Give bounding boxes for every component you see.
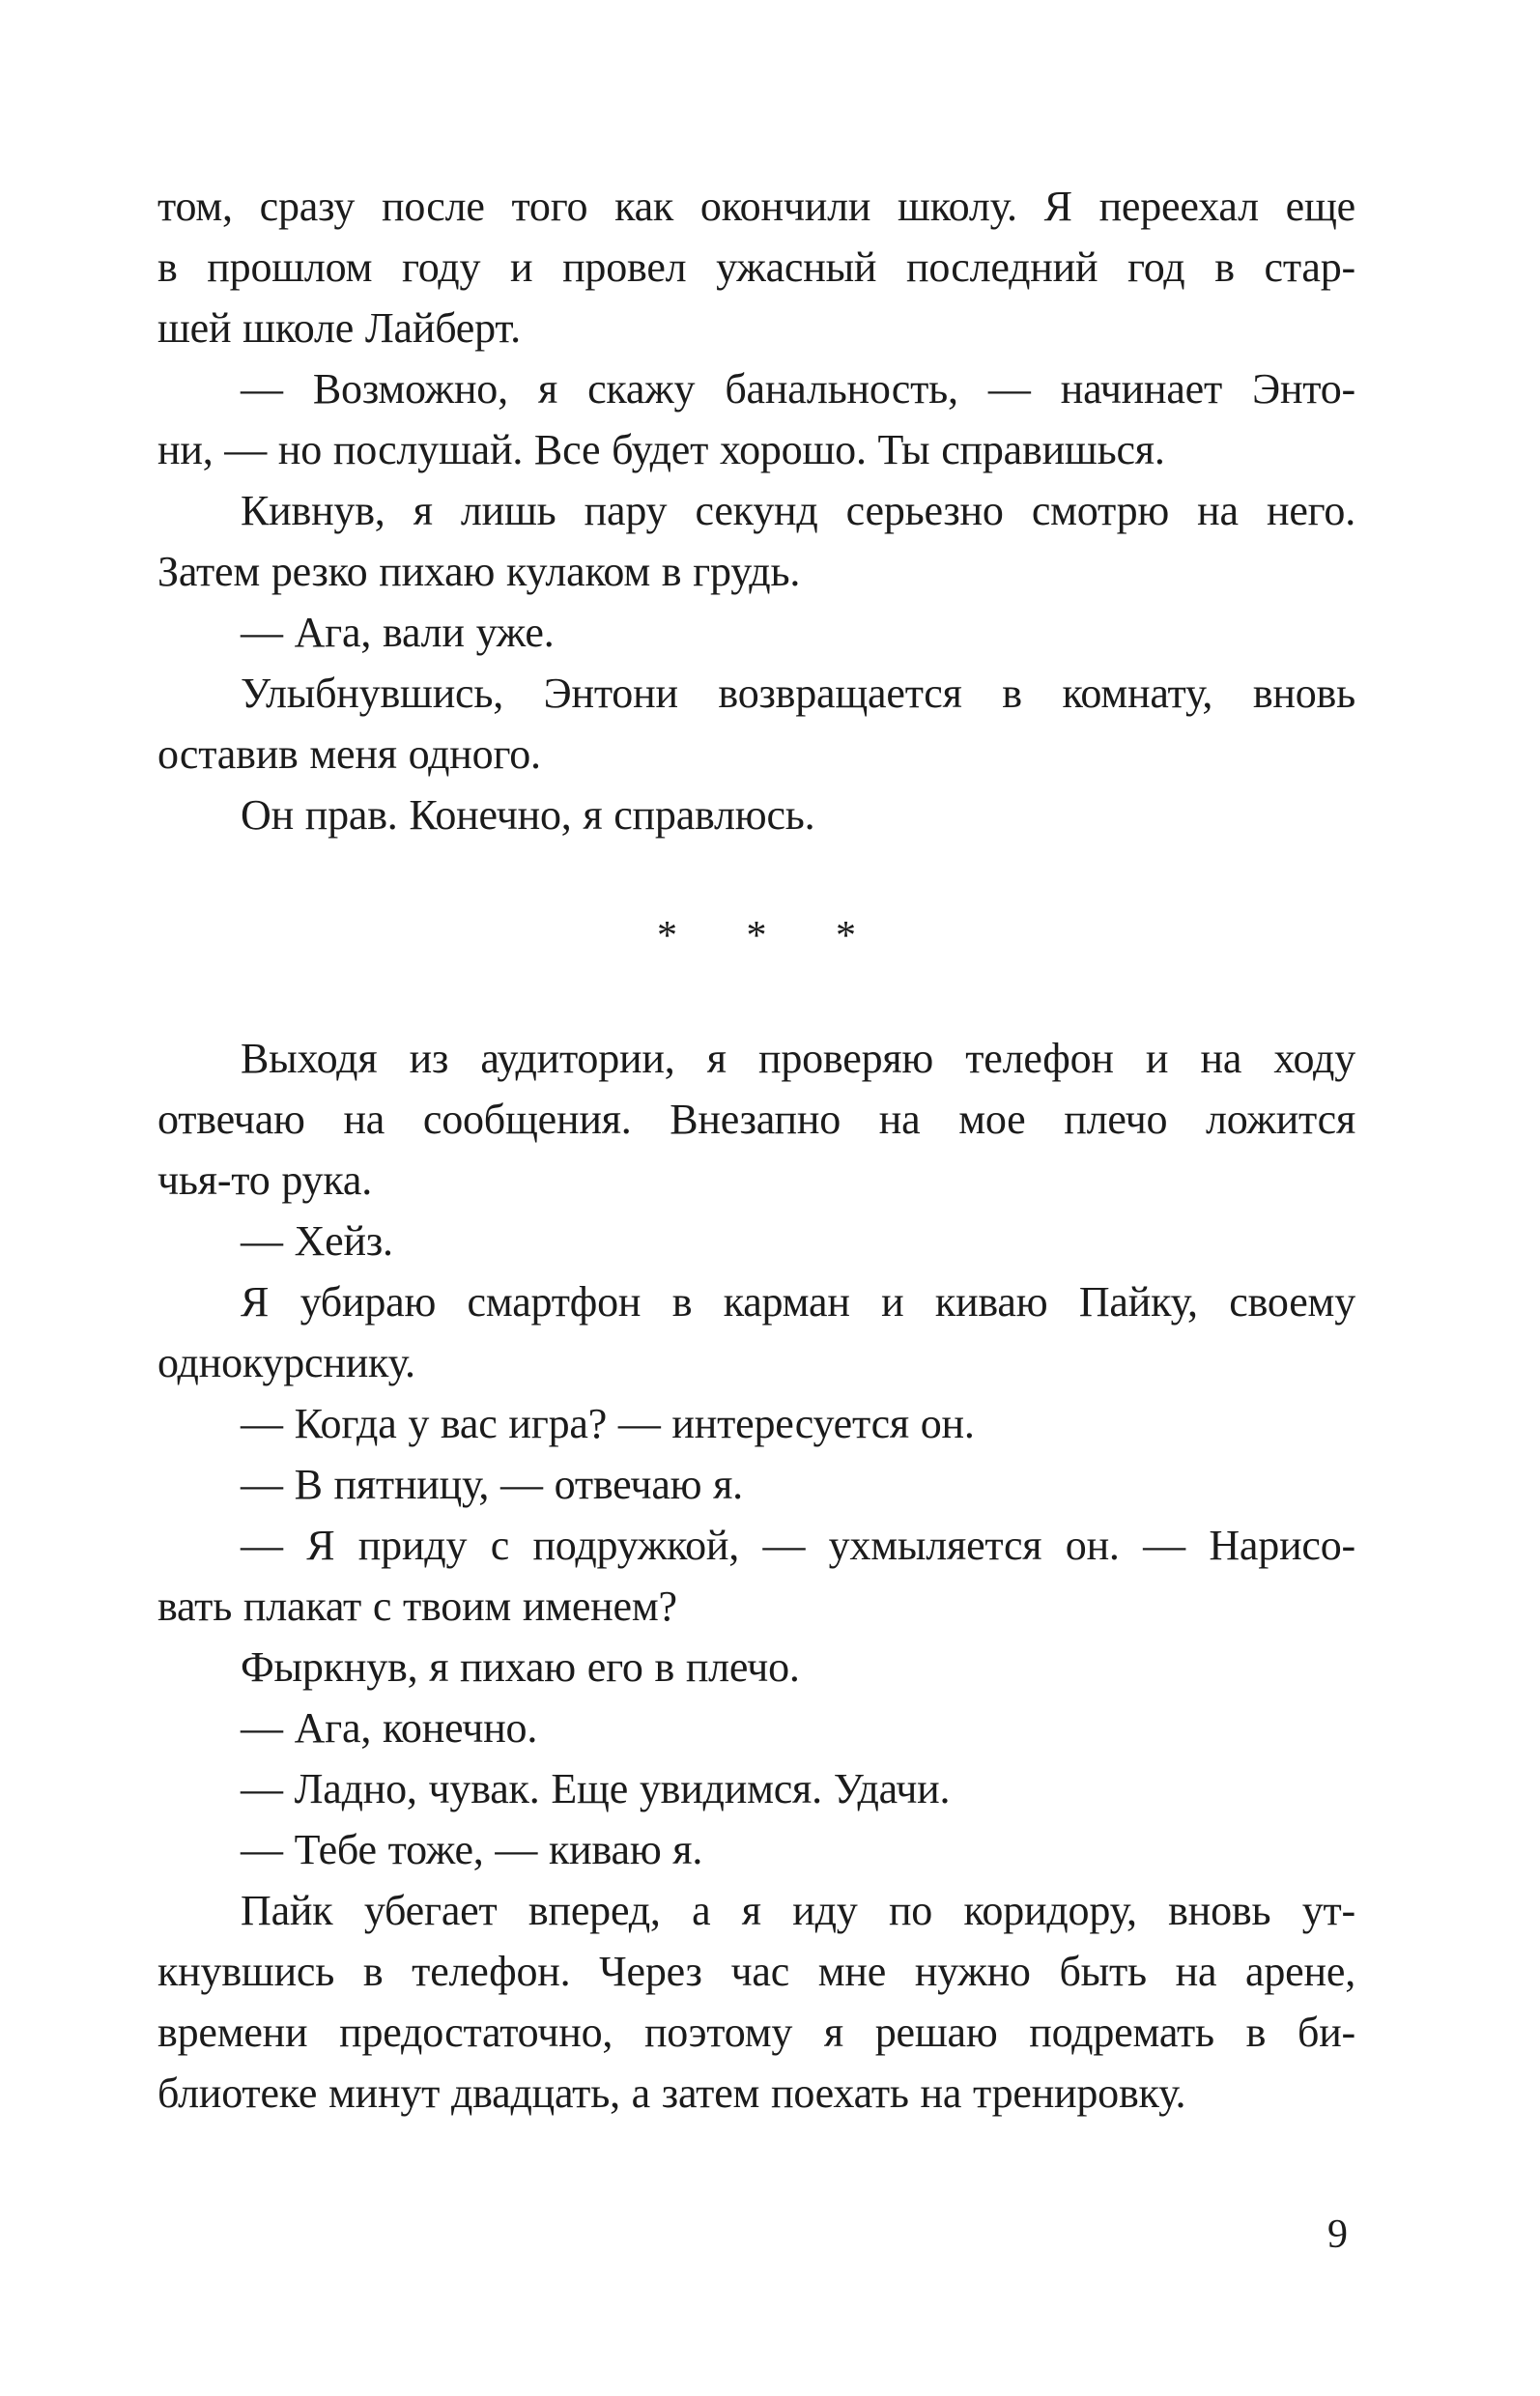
text-line: в прошлом году и провел ужасный последний год в стар- (157, 243, 1355, 291)
text-line: — Ага, конечно. (241, 1704, 538, 1752)
text-line: — Ладно, чувак. Еще увидимся. Удачи. (241, 1765, 951, 1812)
text-line: оставив меня одного. (157, 730, 541, 778)
text-line: — Тебе тоже, — киваю я. (241, 1826, 703, 1873)
text-line: Я убираю смартфон в карман и киваю Пайку, своему (241, 1278, 1355, 1326)
text-line: том, сразу после того как окончили школу. Я переехал еще (157, 183, 1355, 230)
text-line: чья-то рука. (157, 1156, 372, 1204)
page-number: 9 (1327, 2212, 1348, 2257)
text-line: — В пятницу, — отвечаю я. (241, 1461, 743, 1508)
text-line: кнувшись в телефон. Через час мне нужно быть на арене, (157, 1948, 1355, 1995)
text-line: вать плакат с твоим именем? (157, 1583, 677, 1630)
text-line: — Когда у вас игра? — интересуется он. (241, 1400, 975, 1447)
scene-break-separator (157, 845, 1355, 1028)
text-line: Выходя из аудитории, я проверяю телефон и на ходу (241, 1035, 1355, 1082)
text-line: Улыбнувшись, Энтони возвращается в комнату, вновь (241, 670, 1355, 717)
text-line: ни, — но послушай. Все будет хорошо. Ты справишься. (157, 426, 1165, 473)
text-line: Пайк убегает вперед, а я иду по коридору, вновь ут- (241, 1887, 1355, 1934)
text-line: шей школе Лайберт. (157, 304, 521, 352)
asterisk-separator: * * * (657, 914, 885, 958)
text-line: Затем резко пихаю кулаком в грудь. (157, 548, 801, 595)
text-line: — Возможно, я скажу банальность, — начинает Энто- (241, 365, 1355, 413)
text-line: Кивнув, я лишь пару секунд серьезно смотрю на него. (241, 487, 1355, 534)
text-line: отвечаю на сообщения. Внезапно на мое плечо ложится (157, 1096, 1355, 1143)
text-line: блиотеке минут двадцать, а затем поехать на тренировку. (157, 2069, 1186, 2117)
text-line: — Хейз. (241, 1217, 393, 1265)
text-line: времени предостаточно, поэтому я решаю подремать в би- (157, 2009, 1355, 2056)
text-line: однокурснику. (157, 1339, 415, 1386)
text-line: — Ага, вали уже. (241, 609, 555, 656)
text-line: Он прав. Конечно, я справлюсь. (241, 791, 815, 839)
page-text-block (157, 176, 1355, 2124)
text-line: Фыркнув, я пихаю его в плечо. (241, 1643, 800, 1691)
text-line: — Я приду с подружкой, — ухмыляется он. — Нарисо- (241, 1522, 1355, 1569)
